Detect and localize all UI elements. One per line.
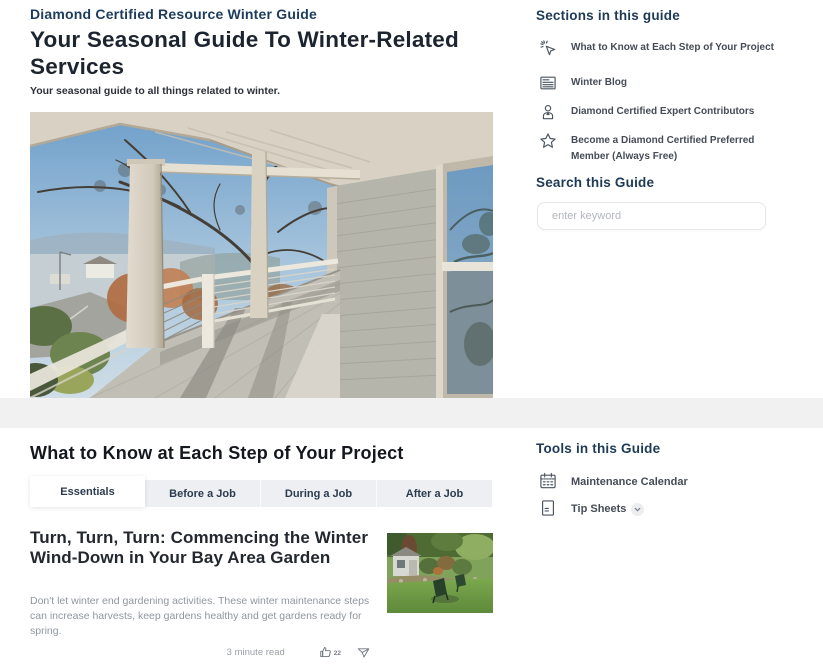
tool-label	[571, 498, 644, 518]
tab-before-a-job[interactable]: Before a Job	[145, 480, 260, 507]
search-input[interactable]	[537, 202, 766, 230]
article-title[interactable]: Turn, Turn, Turn: Commencing the Winter Wind-Down in Your Bay Area Garden	[30, 528, 369, 568]
sections-heading: Sections in this guide	[536, 8, 680, 23]
tool-maintenance-calendar[interactable]	[538, 471, 788, 491]
tools-heading: Tools in this Guide	[536, 441, 661, 456]
search-heading: Search this Guide	[536, 175, 655, 190]
article-thumbnail[interactable]	[387, 533, 493, 613]
tool-label-text: Tip Sheets	[571, 503, 627, 515]
sidebar-item-label: What to Know at Each Step of Your Project	[571, 42, 774, 53]
tab-during-a-job[interactable]: During a Job	[260, 480, 376, 507]
hero-image	[30, 112, 493, 398]
section-divider-band	[0, 398, 823, 428]
sidebar-item-label: Winter Blog	[571, 77, 628, 88]
calendar-icon	[538, 471, 558, 491]
sidebar-item-what-to-know[interactable]	[538, 38, 788, 58]
chevron-down-icon[interactable]	[631, 503, 644, 516]
like-button[interactable]	[319, 645, 341, 659]
page-title: Your Seasonal Guide To Winter-Related Services	[30, 27, 459, 79]
tool-label: Maintenance Calendar	[571, 476, 688, 488]
article-excerpt: Don't let winter end gardening activities. These winter maintenance steps can increase harvests, keep gardens healthy and get gardens ready for spring.	[30, 595, 370, 638]
blog-icon	[538, 73, 558, 93]
article-meta	[30, 641, 370, 663]
share-button[interactable]	[357, 646, 370, 659]
sidebar-item-winter-blog[interactable]	[538, 73, 788, 93]
cursor-click-icon	[538, 38, 558, 58]
star-icon	[538, 131, 558, 151]
sidebar-item-label: Become a Diamond Certified Preferred Member (Always Free)	[571, 135, 755, 162]
tab-after-a-job[interactable]: After a Job	[376, 480, 492, 507]
breadcrumb-guide-link[interactable]: Diamond Certified Resource Winter Guide	[30, 6, 317, 22]
read-time-label: 3 minute read	[226, 646, 285, 658]
tool-tip-sheets[interactable]	[538, 498, 788, 518]
thumbs-up-icon	[319, 645, 333, 659]
person-icon	[538, 102, 558, 122]
sidebar-item-expert-contributors[interactable]	[538, 102, 788, 122]
page-subtitle: Your seasonal guide to all things related to winter.	[30, 85, 281, 97]
sidebar-item-label: Diamond Certified Expert Contributors	[571, 106, 755, 117]
tab-essentials[interactable]: Essentials	[30, 476, 145, 507]
project-section-heading: What to Know at Each Step of Your Project	[30, 443, 404, 463]
sidebar-item-preferred-member[interactable]	[538, 131, 788, 164]
like-count: 22	[333, 650, 341, 657]
project-step-tabs	[30, 476, 492, 507]
share-icon	[357, 646, 370, 659]
tip-sheet-icon	[538, 498, 558, 518]
